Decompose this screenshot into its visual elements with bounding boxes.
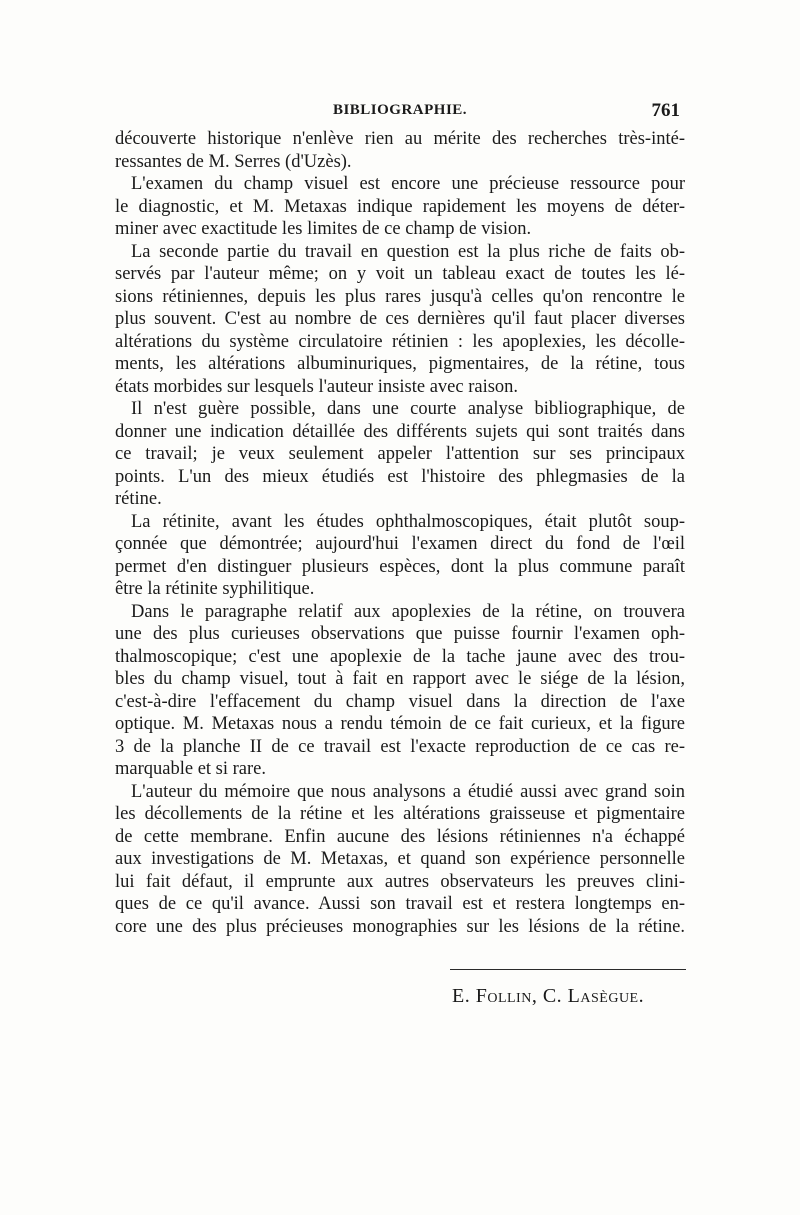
text-line: découverte historique n'enlève rien au mérite des recherches très-inté-	[115, 129, 685, 149]
text-line: optique. M. Metaxas nous a rendu témoin de ce fait curieux, et la figure	[115, 714, 685, 734]
text-line: ques de ce qu'il avance. Aussi son travail est et restera longtemps en-	[115, 894, 685, 914]
text-line: L'auteur du mémoire que nous analysons a étudié aussi avec grand soin	[131, 781, 685, 802]
text-line: états morbides sur lesquels l'auteur insiste avec raison.	[115, 376, 519, 397]
signature-rule	[450, 969, 686, 970]
text-line: çonnée que démontrée; aujourd'hui l'examen direct du fond de l'œil	[115, 534, 685, 554]
text-line: plus souvent. C'est au nombre de ces dernières qu'il faut placer diverses	[115, 309, 685, 329]
text-line: Dans le paragraphe relatif aux apoplexies de la rétine, on trouvera	[131, 601, 685, 622]
text-line: bles du champ visuel, tout à fait en rapport avec le siége de la lésion,	[115, 669, 685, 689]
text-line: c'est-à-dire l'effacement du champ visuel dans la direction de l'axe	[115, 691, 685, 712]
text-line: Il n'est guère possible, dans une courte analyse bibliographique, de	[131, 399, 685, 419]
running-head	[112, 100, 688, 124]
text-line: ments, les altérations albuminuriques, pigmentaires, de la rétine, tous	[115, 354, 685, 374]
text-line: de cette membrane. Enfin aucune des lésions rétiniennes n'a échappé	[115, 826, 685, 847]
text-line: marquable et si rare.	[115, 759, 267, 779]
page-number: 761	[651, 100, 680, 121]
text-line: lui fait défaut, il emprunte aux autres observateurs les preuves clini-	[115, 871, 685, 892]
text-line: aux investigations de M. Metaxas, et quand son expérience personnelle	[115, 849, 685, 869]
text-line: core une des plus précieuses monographies sur les lésions de la rétine.	[115, 916, 685, 937]
text-line: altérations du système circulatoire rétinien : les apoplexies, les décolle-	[115, 331, 685, 352]
text-line: être la rétinite syphilitique.	[115, 579, 315, 599]
text-line: ce travail; je veux seulement appeler l'attention sur ses principaux	[115, 444, 685, 464]
text-line: servés par l'auteur même; on y voit un tableau exact de toutes les lé-	[115, 264, 685, 284]
body-text	[115, 128, 685, 938]
text-line: ressantes de M. Serres (d'Uzès).	[115, 151, 352, 172]
text-line: les décollements de la rétine et les altérations graisseuse et pigmentaire	[115, 804, 685, 824]
text-line: La rétinite, avant les études ophthalmoscopiques, était plutôt soup-	[131, 511, 685, 532]
text-line: rétine.	[115, 489, 162, 509]
text-line: une des plus curieuses observations que puisse fournir l'examen oph-	[115, 624, 685, 644]
text-line: La seconde partie du travail en question est la plus riche de faits ob-	[131, 241, 685, 262]
text-line: permet d'en distinguer plusieurs espèces, dont la plus commune paraît	[115, 556, 685, 577]
text-line: sions rétiniennes, depuis les plus rares jusqu'à celles qu'on rencontre le	[115, 286, 685, 307]
signature: E. Follin, C. Lasègue.	[452, 985, 645, 1007]
text-line: thalmoscopique; c'est une apoplexie de la tache jaune avec des trou-	[115, 646, 685, 667]
text-line: L'examen du champ visuel est encore une précieuse ressource pour	[131, 174, 685, 194]
text-line: donner une indication détaillée des différents sujets qui sont traités dans	[115, 421, 685, 442]
text-line: 3 de la planche II de ce travail est l'exacte reproduction de ce cas re-	[115, 736, 685, 757]
text-line: le diagnostic, et M. Metaxas indique rapidement les moyens de déter-	[115, 196, 685, 217]
running-title: BIBLIOGRAPHIE.	[332, 102, 468, 118]
text-line: points. L'un des mieux étudiés est l'histoire des phlegmasies de la	[115, 466, 685, 487]
text-line: miner avec exactitude les limites de ce champ de vision.	[115, 219, 532, 239]
